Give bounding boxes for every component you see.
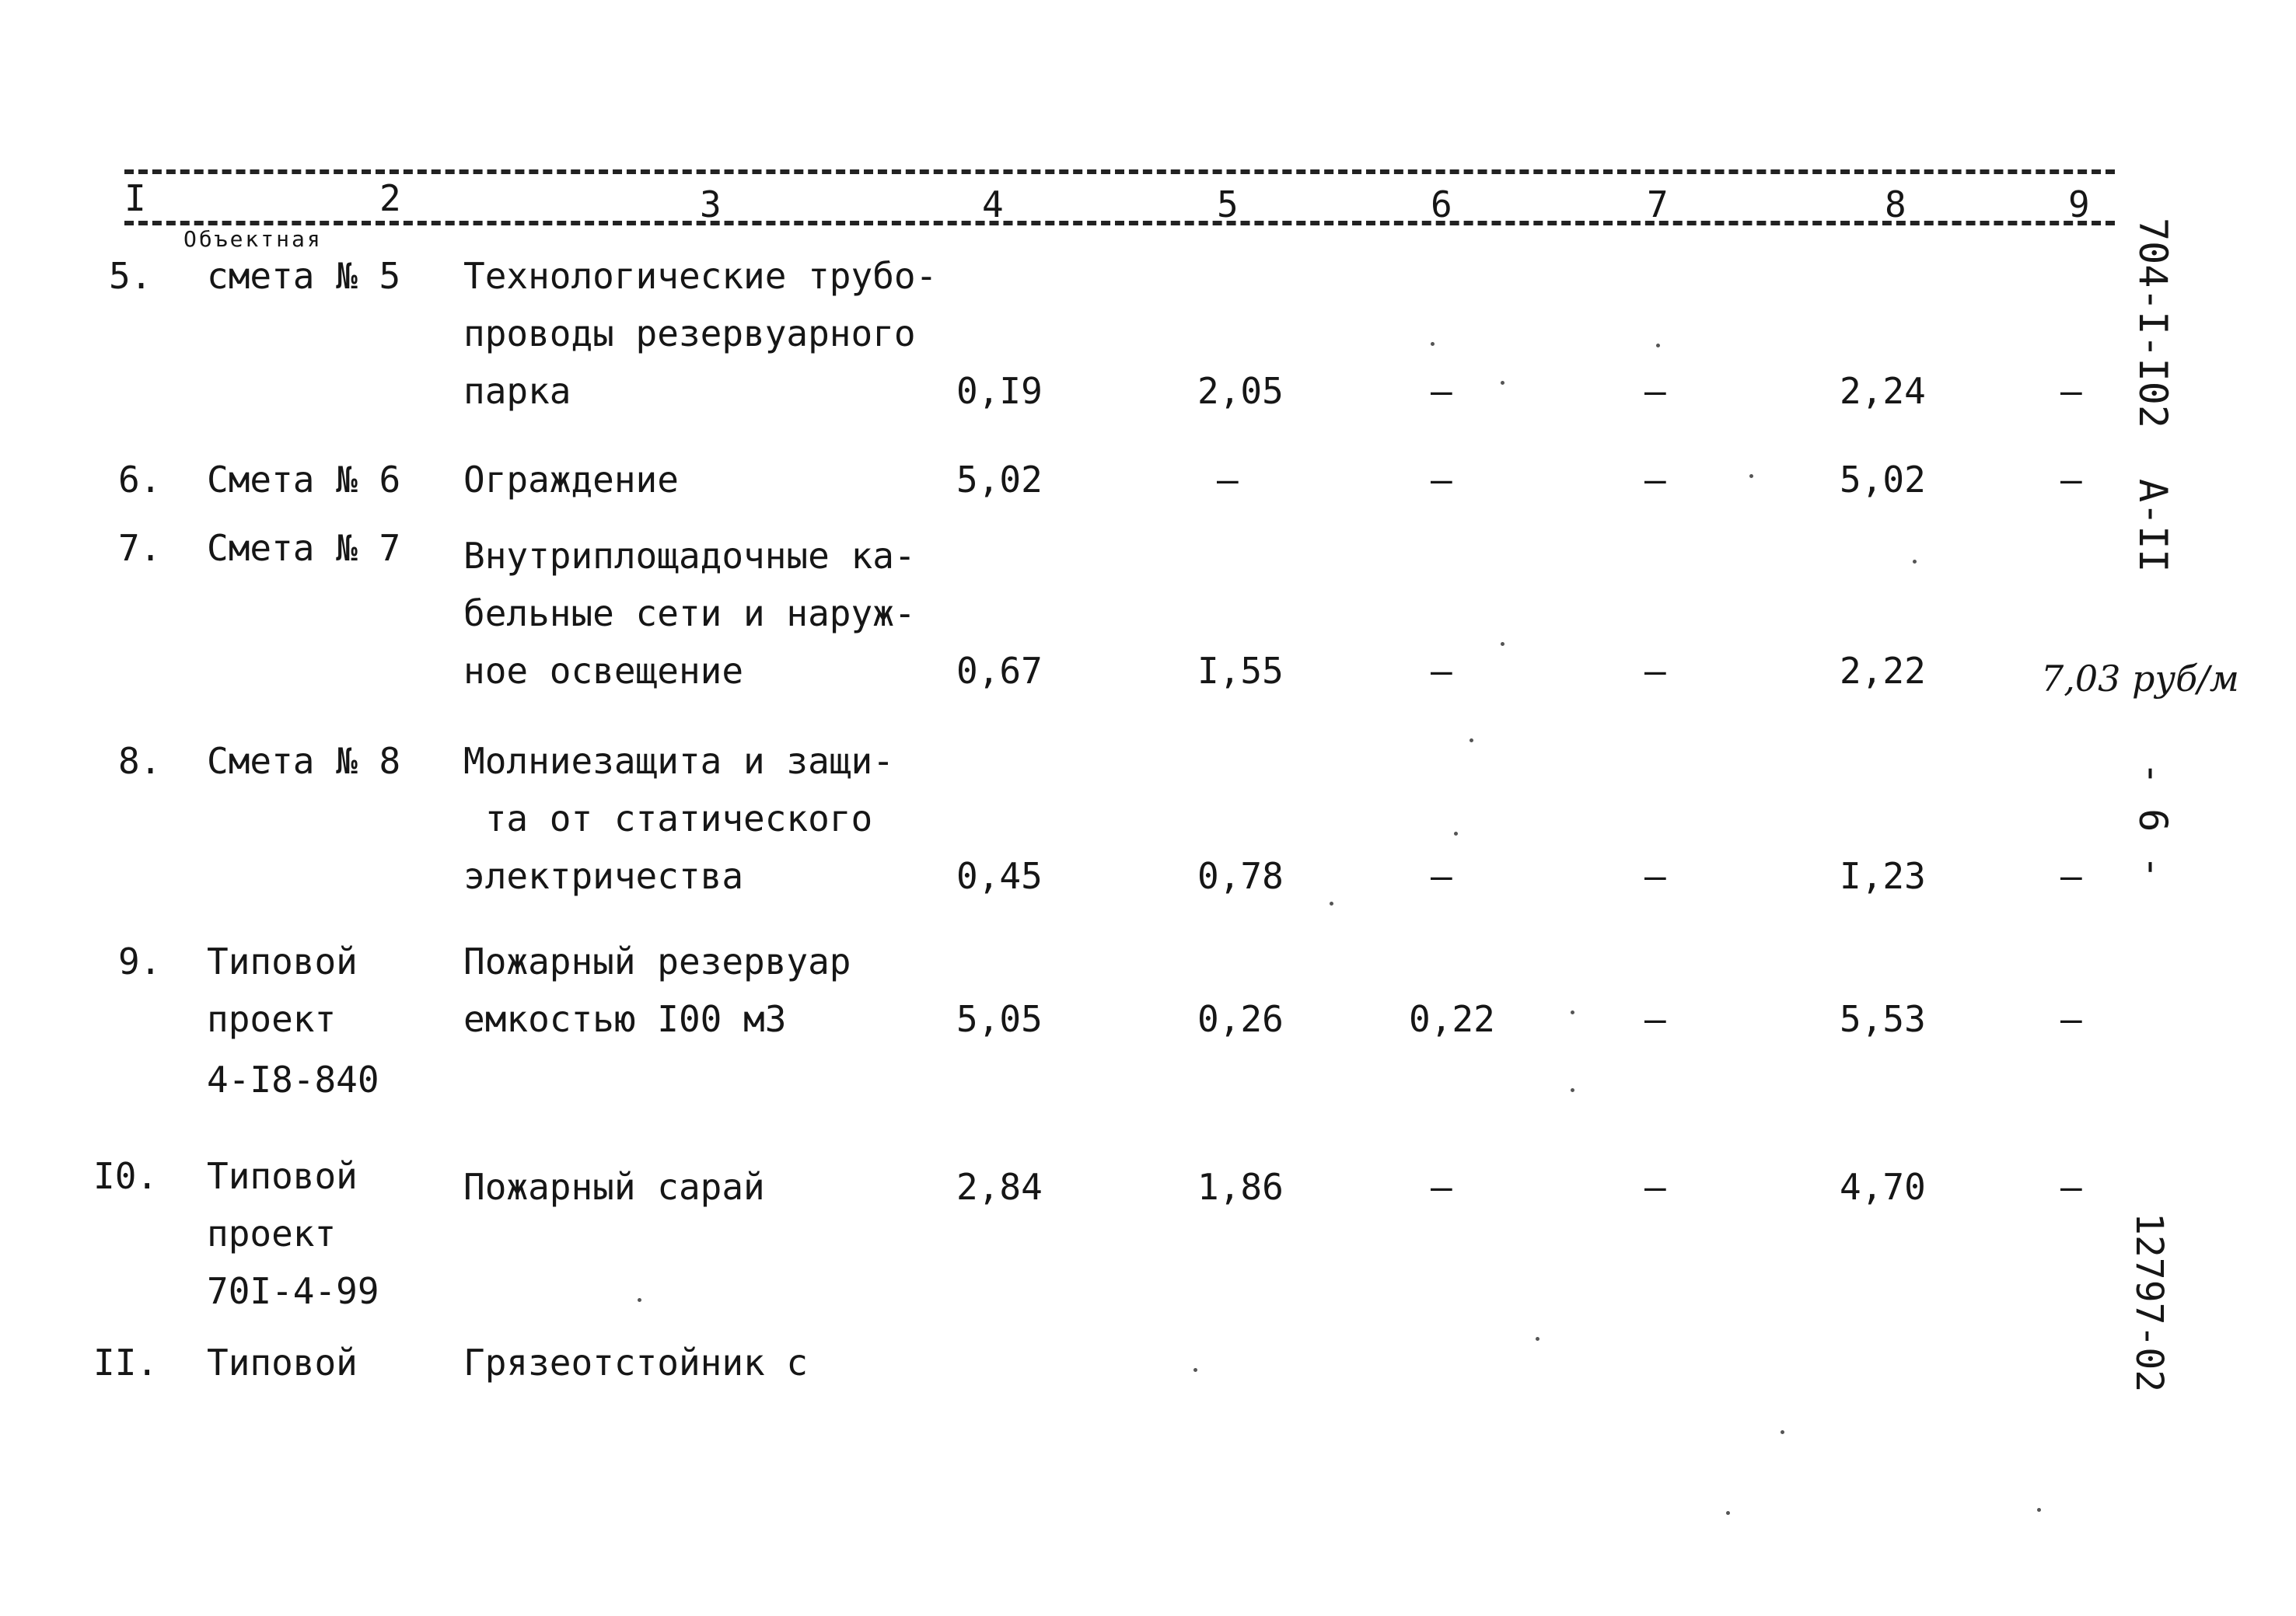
value-col6: 0,22	[1409, 998, 1495, 1040]
value-col4: 0,67	[956, 650, 1043, 692]
archive-number: 12797-02	[2127, 1213, 2171, 1393]
value-col5: 1,86	[1197, 1166, 1284, 1208]
value-col7: –	[1644, 459, 1666, 501]
value-col7: –	[1644, 650, 1666, 692]
row-name-line: та от статического	[463, 798, 873, 839]
value-col9: –	[2060, 459, 2082, 501]
row-name-line: ное освещение	[463, 650, 744, 692]
row-reference-line: проект	[207, 998, 337, 1040]
value-col7: –	[1644, 1166, 1666, 1208]
scan-speck	[1501, 381, 1504, 385]
row-reference-line: Смета № 7	[207, 527, 401, 569]
col-header-7: 7	[1647, 183, 1669, 225]
value-col5: 0,26	[1197, 998, 1284, 1040]
value-col9: –	[2060, 855, 2082, 897]
value-col7: –	[1644, 998, 1666, 1040]
value-col9: –	[2060, 998, 2082, 1040]
value-col9: –	[2060, 1166, 2082, 1208]
row-reference-line: Типовой	[207, 941, 358, 983]
scan-speck	[1913, 560, 1917, 564]
row-name-line: бельные сети и наруж-	[463, 592, 916, 634]
col-header-1: I	[124, 177, 146, 219]
row-number: 6.	[118, 459, 162, 501]
value-col4: 0,45	[956, 855, 1043, 897]
row-name-line: Пожарный сарай	[463, 1166, 765, 1208]
row-reference-line: Типовой	[207, 1155, 358, 1197]
value-col8: 2,24	[1840, 370, 1926, 412]
header-top-rule	[124, 169, 2115, 174]
scan-speck	[1536, 1337, 1539, 1341]
row-number: 7.	[118, 527, 162, 569]
col-header-5: 5	[1217, 183, 1239, 225]
row-name-line: Ограждение	[463, 459, 679, 501]
row-name-line: Молниезащита и защи-	[463, 740, 894, 782]
row-number: II.	[93, 1342, 159, 1384]
value-col9: –	[2060, 370, 2082, 412]
row-name-line: Пожарный резервуар	[463, 941, 851, 983]
scan-speck	[638, 1298, 641, 1302]
scan-speck	[1454, 832, 1458, 836]
value-col5: –	[1217, 459, 1239, 501]
row-reference-line: Смета № 8	[207, 740, 401, 782]
col-header-6: 6	[1431, 183, 1452, 225]
scan-speck	[1193, 1368, 1197, 1372]
scan-speck	[1571, 1010, 1574, 1014]
value-col4: 5,02	[956, 459, 1043, 501]
value-col6: –	[1431, 650, 1452, 692]
col-header-8: 8	[1885, 183, 1906, 225]
col-header-4: 4	[982, 183, 1004, 225]
col2-note: Объектная	[183, 226, 323, 252]
scan-speck	[1571, 1088, 1574, 1092]
scan-speck	[1781, 1430, 1784, 1434]
value-col6: –	[1431, 855, 1452, 897]
row-reference-line: Смета № 6	[207, 459, 401, 501]
row-reference-line: проект	[207, 1213, 337, 1255]
value-col4: 5,05	[956, 998, 1043, 1040]
scan-speck	[2037, 1508, 2041, 1512]
scan-speck	[1749, 474, 1753, 478]
row-reference-line: Типовой	[207, 1342, 358, 1384]
value-col6: –	[1431, 370, 1452, 412]
page-number: - 6 -	[2130, 762, 2175, 879]
row-number: 8.	[118, 740, 162, 782]
row-name-line: проводы резервуарного	[463, 312, 916, 354]
col-header-3: 3	[700, 183, 722, 225]
scan-speck	[1656, 344, 1660, 347]
row-number: 9.	[118, 941, 162, 983]
value-col5: 0,78	[1197, 855, 1284, 897]
header-bottom-rule	[124, 221, 2115, 225]
row-name-line: электричества	[463, 855, 744, 897]
value-col6: –	[1431, 459, 1452, 501]
row-name-line: Грязеотстойник с	[463, 1342, 809, 1384]
row-reference-line: 70I-4-99	[207, 1270, 379, 1312]
value-col5: 2,05	[1197, 370, 1284, 412]
value-col4: 2,84	[956, 1166, 1043, 1208]
value-col8: 2,22	[1840, 650, 1926, 692]
row-name-line: парка	[463, 370, 571, 412]
row-name-line: Внутриплощадочные ка-	[463, 535, 916, 577]
value-col8: I,23	[1840, 855, 1926, 897]
scan-speck	[1726, 1511, 1730, 1515]
row-name-line: емкостью I00 м3	[463, 998, 787, 1040]
value-col7: –	[1644, 855, 1666, 897]
handwritten-price-note: 7,03 руб/м	[2041, 658, 2239, 700]
row-reference-line: смета № 5	[207, 255, 401, 297]
scan-speck	[1501, 642, 1504, 646]
row-number: 5.	[109, 255, 152, 297]
col-header-9: 9	[2068, 183, 2090, 225]
row-number: I0.	[93, 1155, 159, 1197]
value-col8: 5,53	[1840, 998, 1926, 1040]
value-col8: 5,02	[1840, 459, 1926, 501]
value-col4: 0,I9	[956, 370, 1043, 412]
document-code: 704-I-I02	[2130, 218, 2175, 428]
scan-speck	[1470, 738, 1473, 742]
scan-speck	[1330, 902, 1333, 906]
value-col8: 4,70	[1840, 1166, 1926, 1208]
col-header-2: 2	[379, 177, 401, 219]
scan-speck	[1431, 342, 1435, 346]
value-col6: –	[1431, 1166, 1452, 1208]
value-col5: I,55	[1197, 650, 1284, 692]
value-col7: –	[1644, 370, 1666, 412]
row-reference-line: 4-I8-840	[207, 1059, 379, 1101]
album-label: А-II	[2130, 479, 2175, 573]
row-name-line: Технологические трубо-	[463, 255, 938, 297]
